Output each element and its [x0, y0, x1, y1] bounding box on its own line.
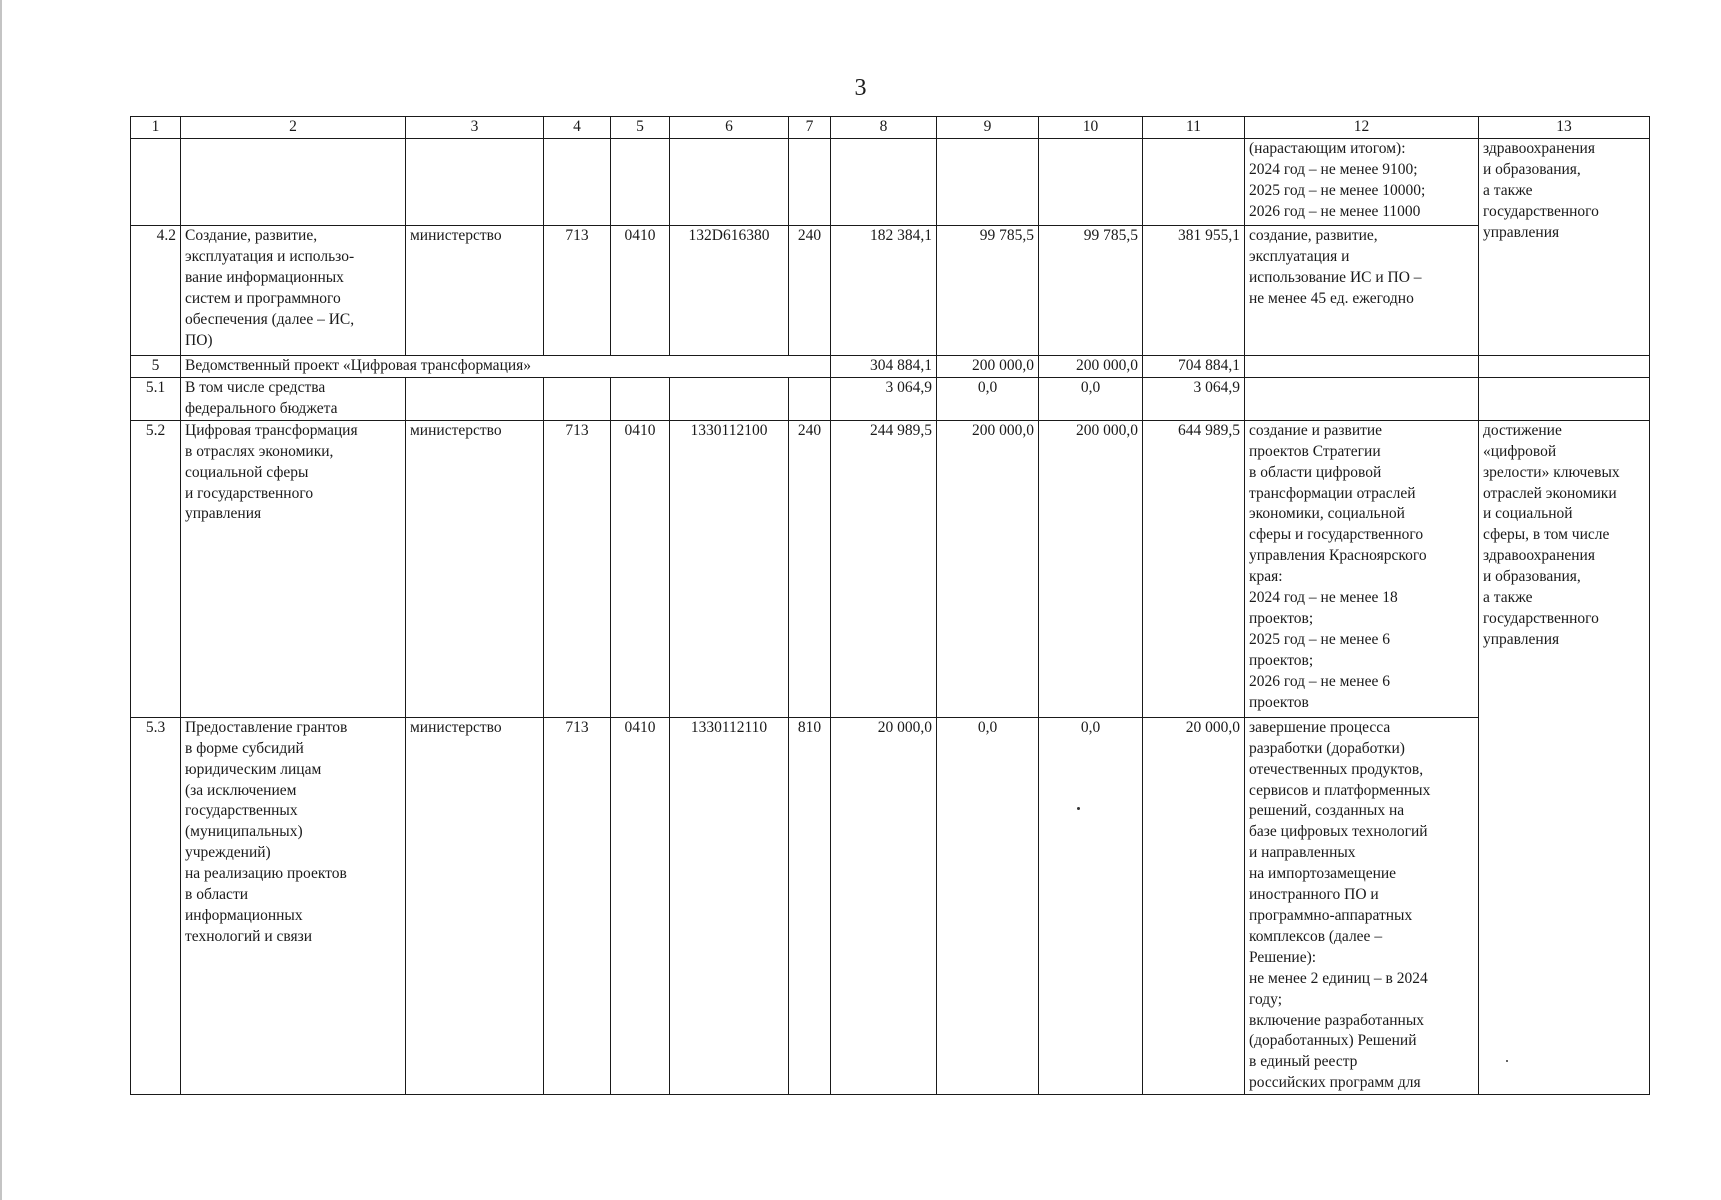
header-cell: 10	[1039, 117, 1143, 139]
goal-cell: достижение «цифровой зрелости» ключевых отраслей экономики и социальной сферы, в том числе здравоохранения и образования, а также государственного управления	[1479, 420, 1650, 1094]
code-cell: 1330112110	[670, 717, 789, 1094]
executor-cell: министерство	[406, 226, 544, 356]
table-row	[131, 378, 1650, 421]
code-cell: 713	[544, 717, 611, 1094]
code-cell: 0410	[611, 226, 670, 356]
code-cell: 240	[789, 420, 831, 717]
code-cell: 713	[544, 226, 611, 356]
result-cell: создание, развитие, эксплуатация и использование ИС и ПО – не менее 45 ед. ежегодно	[1245, 226, 1479, 356]
amount-cell: 20 000,0	[1143, 717, 1245, 1094]
amount-cell: 704 884,1	[1143, 356, 1245, 378]
amount-cell: 182 384,1	[831, 226, 937, 356]
executor-cell: министерство	[406, 420, 544, 717]
amount-cell: 0,0	[1039, 717, 1143, 1094]
header-row	[131, 117, 1650, 139]
header-cell: 13	[1479, 117, 1650, 139]
scan-speck	[1506, 1060, 1508, 1062]
code-cell: 132D616380	[670, 226, 789, 356]
continuation-row	[131, 139, 1650, 226]
header-cell: 1	[131, 117, 181, 139]
project-name: Ведомственный проект «Цифровая трансформация»	[181, 356, 831, 378]
amount-cell: 0,0	[1039, 378, 1143, 421]
amount-cell: 0,0	[937, 717, 1039, 1094]
amount-cell: 3 064,9	[1143, 378, 1245, 421]
code-cell: 240	[789, 226, 831, 356]
activity-name: Предоставление грантов в форме субсидий юридическим лицам (за исключением государственных (муниципальных) учреждений) на реализацию проектов в области информационных технологий и связи	[181, 717, 406, 1094]
row-number: 4.2	[131, 226, 181, 356]
amount-cell: 304 884,1	[831, 356, 937, 378]
header-cell: 7	[789, 117, 831, 139]
page-number: 3	[854, 75, 867, 101]
amount-cell: 244 989,5	[831, 420, 937, 717]
activity-name: Создание, развитие, эксплуатация и использо- вание информационных систем и программного обеспечения (далее – ИС, ПО)	[181, 226, 406, 356]
amount-cell: 3 064,9	[831, 378, 937, 421]
result-cell: создание и развитие проектов Стратегии в области цифровой трансформации отраслей экономики, социальной сферы и государственного управления Красноярского края: 2024 год – не менее 18 проектов; 2025 год – не менее 6 проектов; 2026 год – не менее 6 проектов	[1245, 420, 1479, 717]
header-cell: 9	[937, 117, 1039, 139]
table-row	[131, 420, 1650, 717]
result-cell: (нарастающим итогом): 2024 год – не менее 9100; 2025 год – не менее 10000; 2026 год – не менее 11000	[1245, 139, 1479, 226]
table-row	[131, 356, 1650, 378]
amount-cell: 381 955,1	[1143, 226, 1245, 356]
header-cell: 4	[544, 117, 611, 139]
header-cell: 12	[1245, 117, 1479, 139]
code-cell: 0410	[611, 717, 670, 1094]
activity-name: В том числе средства федерального бюджета	[181, 378, 406, 421]
amount-cell: 200 000,0	[1039, 356, 1143, 378]
amount-cell: 200 000,0	[937, 356, 1039, 378]
amount-cell: 99 785,5	[937, 226, 1039, 356]
amount-cell: 99 785,5	[1039, 226, 1143, 356]
header-cell: 11	[1143, 117, 1245, 139]
row-number: 5.3	[131, 717, 181, 1094]
scan-speck	[1077, 807, 1080, 810]
result-cell: завершение процесса разработки (доработки) отечественных продуктов, сервисов и платформенных решений, созданных на базе цифровых технологий и направленных на импортозамещение иностранного ПО и программно-аппаратных комплексов (далее – Решение): не менее 2 единиц – в 2024 году; включение разработанных (доработанных) Решений в единый реестр российских программ для	[1245, 717, 1479, 1094]
amount-cell: 200 000,0	[1039, 420, 1143, 717]
table-row	[131, 226, 1650, 356]
budget-table	[130, 116, 1650, 1095]
row-number: 5	[131, 356, 181, 378]
header-cell: 5	[611, 117, 670, 139]
activity-name: Цифровая трансформация в отраслях экономики, социальной сферы и государственного управления	[181, 420, 406, 717]
page-edge-line	[0, 0, 2, 1200]
executor-cell: министерство	[406, 717, 544, 1094]
table-row	[131, 717, 1650, 1094]
code-cell: 713	[544, 420, 611, 717]
row-number: 5.1	[131, 378, 181, 421]
header-cell: 8	[831, 117, 937, 139]
goal-cell: здравоохранения и образования, а также государственного управления	[1479, 139, 1650, 356]
amount-cell: 20 000,0	[831, 717, 937, 1094]
header-cell: 2	[181, 117, 406, 139]
amount-cell: 0,0	[937, 378, 1039, 421]
amount-cell: 200 000,0	[937, 420, 1039, 717]
amount-cell: 644 989,5	[1143, 420, 1245, 717]
code-cell: 0410	[611, 420, 670, 717]
header-cell: 3	[406, 117, 544, 139]
code-cell: 1330112100	[670, 420, 789, 717]
code-cell: 810	[789, 717, 831, 1094]
row-number: 5.2	[131, 420, 181, 717]
header-cell: 6	[670, 117, 789, 139]
